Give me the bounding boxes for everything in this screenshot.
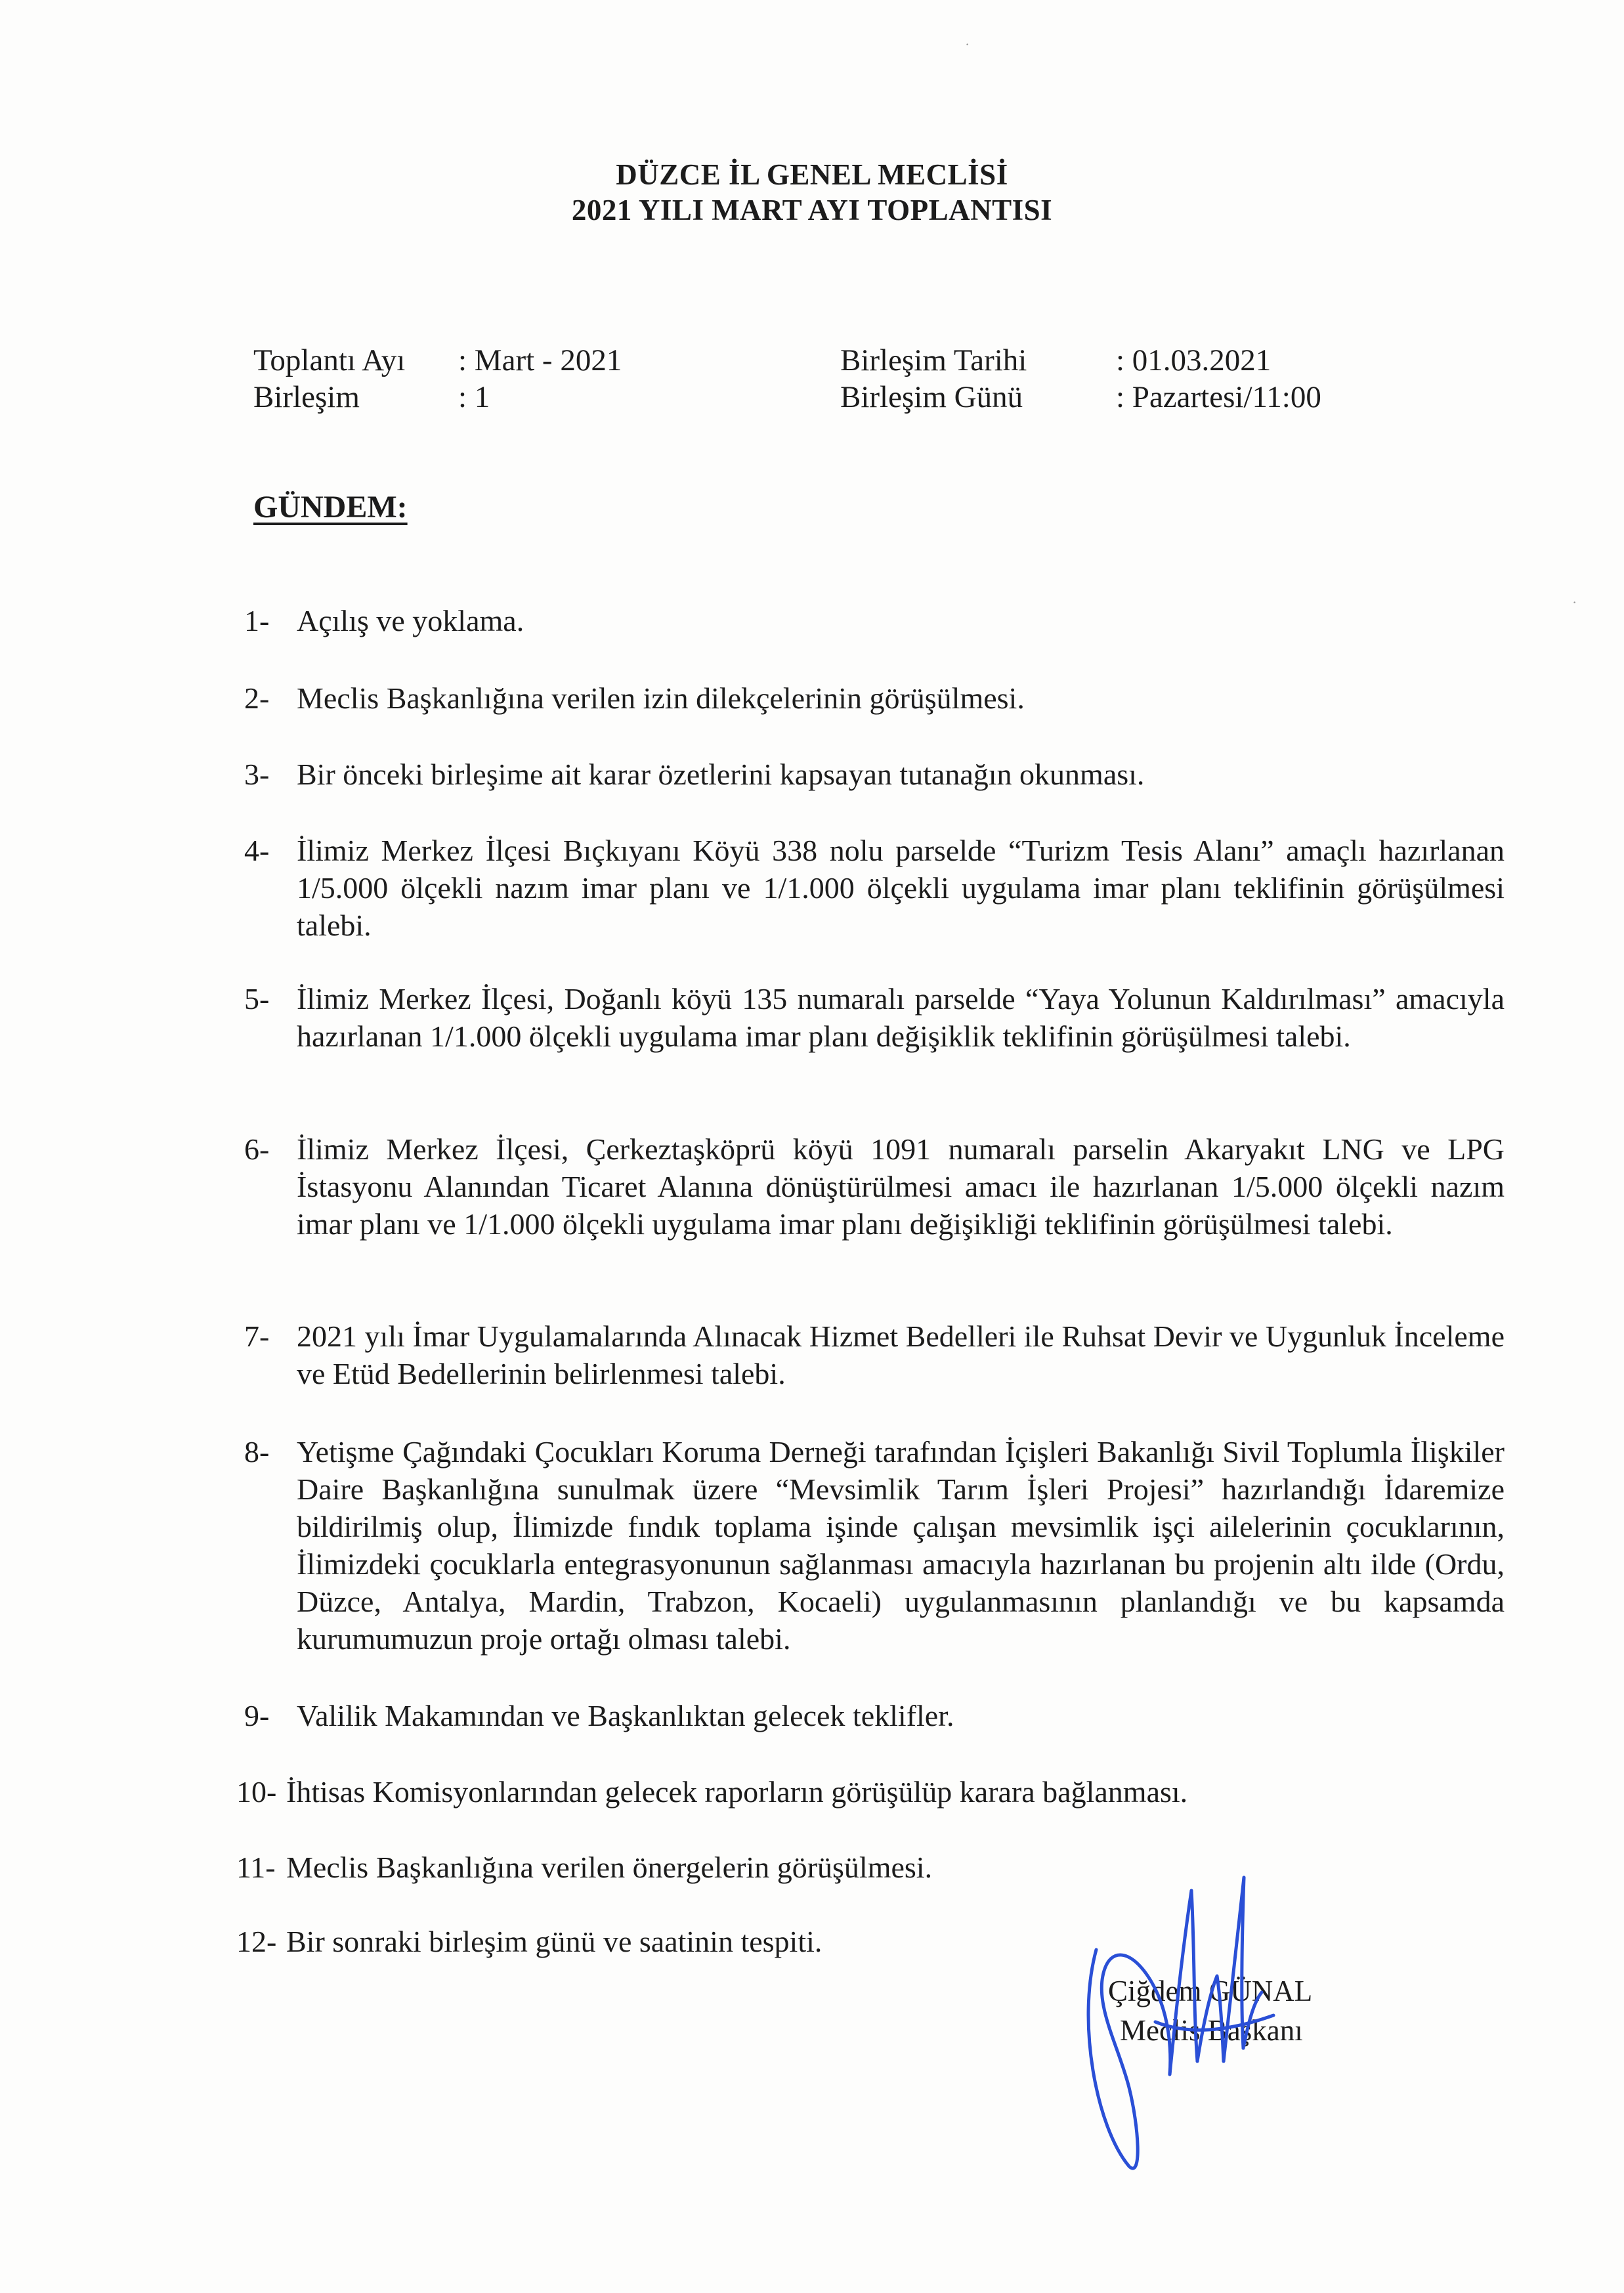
agenda-item-text: İlimiz Merkez İlçesi Bıçkıyanı Köyü 338 nolu parselde “Turizm Tesis Alanı” amaçlı hazırlanan 1/5.000 ölçekli nazım imar planı ve 1/1.000 ölçekli uygulama imar planı teklifinin görüşülmesi talebi. xyxy=(297,834,1505,942)
agenda-item-text: İhtisas Komisyonlarından gelecek raporların görüşülüp karara bağlanması. xyxy=(286,1775,1188,1809)
session-day-value: : Pazartesi/11:00 xyxy=(1116,380,1321,414)
agenda-item-number: 4- xyxy=(244,834,270,867)
scan-speck: · xyxy=(1572,594,1577,611)
session-label: Birleşim xyxy=(253,380,360,414)
agenda-item-text: 2021 yılı İmar Uygulamalarında Alınacak Hizmet Bedelleri ile Ruhsat Devir ve Uygunluk İnceleme ve Etüd Bedellerinin belirlenmesi talebi. xyxy=(297,1319,1505,1390)
agenda-item-number: 7- xyxy=(244,1319,270,1353)
signatory-name: Çiğdem GÜNAL xyxy=(1108,1975,1313,2007)
session-date-label: Birleşim Tarihi xyxy=(840,343,1027,377)
agenda-item-text: Yetişme Çağındaki Çocukları Koruma Derneği tarafından İçişleri Bakanlığı Sivil Toplumla İlişkiler Daire Başkanlığına sunulmak üzere “Mevsimlik Tarım İşleri Projesi” hazırlandığı İdaremize bildirilmiş olup, İlimizde fındık toplama işinde çalışan mevsimlik işçi ailelerinin çocuklarının, İlimizdeki çocuklarla entegrasyonunun sağlanması amacıyla hazırlanan bu projenin altı ilde (Ordu, Düzce, Antalya, Mardin, Trabzon, Kocaeli) uygulanmasının planlandığı ve bu kapsamda kurumumuzun proje ortağı olması talebi. xyxy=(297,1435,1505,1656)
document-title: DÜZCE İL GENEL MECLİSİ xyxy=(616,158,1008,191)
agenda-item-number: 9- xyxy=(244,1699,270,1732)
agenda-item-text: Meclis Başkanlığına verilen önergelerin görüşülmesi. xyxy=(286,1851,933,1884)
agenda-item-number: 11- xyxy=(236,1851,276,1884)
agenda-item-text: Meclis Başkanlığına verilen izin dilekçelerinin görüşülmesi. xyxy=(297,681,1025,715)
agenda-item-text: Bir sonraki birleşim günü ve saatinin tespiti. xyxy=(286,1925,823,1958)
agenda-item-number: 8- xyxy=(244,1435,270,1468)
agenda-item-text: İlimiz Merkez İlçesi, Çerkeztaşköprü köyü 1091 numaralı parselin Akaryakıt LNG ve LPG İstasyonu Alanından Ticaret Alanına dönüştürülmesi amacı ile hazırlanan 1/5.000 ölçekli nazım imar planı ve 1/1.000 ölçekli uygulama imar planı değişikliği teklifinin görüşülmesi talebi. xyxy=(297,1132,1505,1241)
agenda-item-number: 5- xyxy=(244,982,270,1016)
meeting-month-label: Toplantı Ayı xyxy=(253,343,406,377)
session-value: : 1 xyxy=(458,380,490,414)
signatory-role: Meclis Başkanı xyxy=(1120,2014,1303,2047)
agenda-item-text: İlimiz Merkez İlçesi, Doğanlı köyü 135 numaralı parselde “Yaya Yolunun Kaldırılması” amacıyla hazırlanan 1/1.000 ölçekli uygulama imar planı değişiklik teklifinin görüşülmesi talebi. xyxy=(297,982,1505,1053)
agenda-item-text: Bir önceki birleşime ait karar özetlerini kapsayan tutanağın okunması. xyxy=(297,758,1145,791)
scan-speck: · xyxy=(965,36,970,53)
agenda-heading: GÜNDEM: xyxy=(253,490,408,525)
handwritten-signature xyxy=(1057,1851,1333,2179)
session-day-label: Birleşim Günü xyxy=(840,380,1023,414)
agenda-item-number: 3- xyxy=(244,758,270,791)
agenda-item-number: 12- xyxy=(236,1925,277,1958)
agenda-item-number: 1- xyxy=(244,604,270,637)
agenda-item-text: Valilik Makamından ve Başkanlıktan gelecek teklifler. xyxy=(297,1699,954,1732)
session-date-value: : 01.03.2021 xyxy=(1116,343,1271,377)
agenda-item-text: Açılış ve yoklama. xyxy=(297,604,524,637)
meeting-month-value: : Mart - 2021 xyxy=(458,343,622,377)
agenda-item-number: 10- xyxy=(236,1775,277,1809)
agenda-item-number: 6- xyxy=(244,1132,270,1166)
document-subtitle: 2021 YILI MART AYI TOPLANTISI xyxy=(571,194,1053,226)
agenda-item-number: 2- xyxy=(244,681,270,715)
